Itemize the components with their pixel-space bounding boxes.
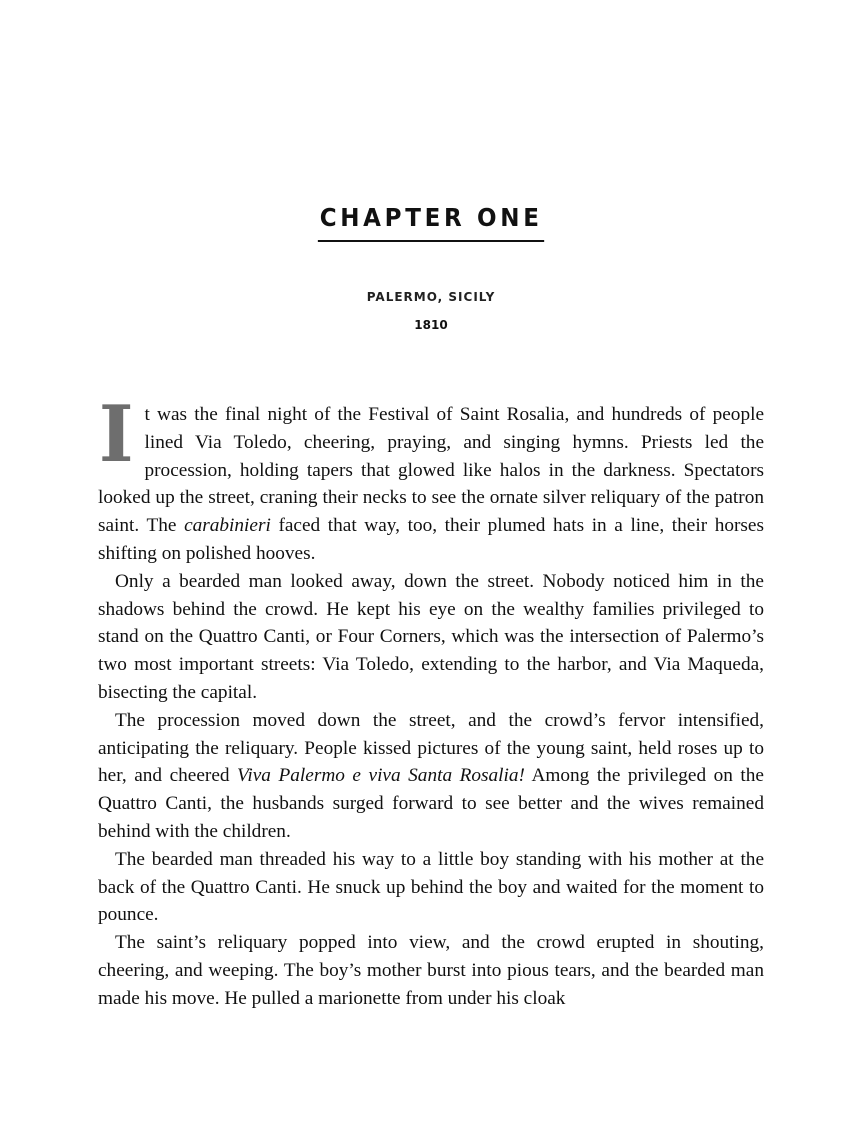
chapter-body [98,389,764,1013]
paragraph-3-text-a: The procession moved down the street, and the crowd’s fervor intensified, anticipating the reliquary. People kissed pictures of the young saint, held roses up to her, and cheered [98,709,764,787]
chapter-heading [0,203,862,242]
paragraph-1-italic: carabinieri [184,515,271,537]
paragraph-5: The saint’s reliquary popped into view, and the crowd erupted in shouting, cheering, and weeping. The boy’s mother burst into pious tears, and the bearded man made his move. He pulled a marionette from under his cloak [98,932,764,1009]
paragraph-1 [98,389,764,568]
paragraph-1-text-b: faced that way, too, their plumed hats in a line, their horses shifting on polished hooves. [98,515,764,564]
drop-cap: I [98,389,134,480]
paragraph-4: The bearded man threaded his way to a little boy standing with his mother at the back of the Quattro Canti. He snuck up behind the boy and waited for the moment to pounce. [98,848,764,926]
paragraph-3-text-b: Among the privileged on the Quattro Canti, the husbands surged forward to see better and the wives remained behind with the children. [98,765,764,842]
chapter-title: CHAPTER ONE [318,203,545,242]
chapter-place: PALERMO, SICILY [366,290,496,304]
paragraph-3-italic: Viva Palermo e viva Santa Rosalia! [237,765,525,787]
paragraph-1-text-a: t was the final night of the Festival of Saint Rosalia, and hundreds of people lined Via Toledo, cheering, praying, and singing hymns. Priests led the procession, holding tapers that glowed like halos in the darkness. Spectators looked up the street, craning their necks to see the ornate silver reliquary of the patron saint. The [98,404,764,537]
paragraph-3 [98,707,764,846]
chapter-year: 1810 [414,318,448,332]
paragraph-2: Only a bearded man looked away, down the street. Nobody noticed him in the shadows behind the crowd. He kept his eye on the wealthy families privileged to stand on the Quattro Canti, or Four Corners, which was the intersection of Palermo’s two most important streets: Via Toledo, extending to the harbor, and Via Maqueda, bisecting the capital. [98,570,764,703]
